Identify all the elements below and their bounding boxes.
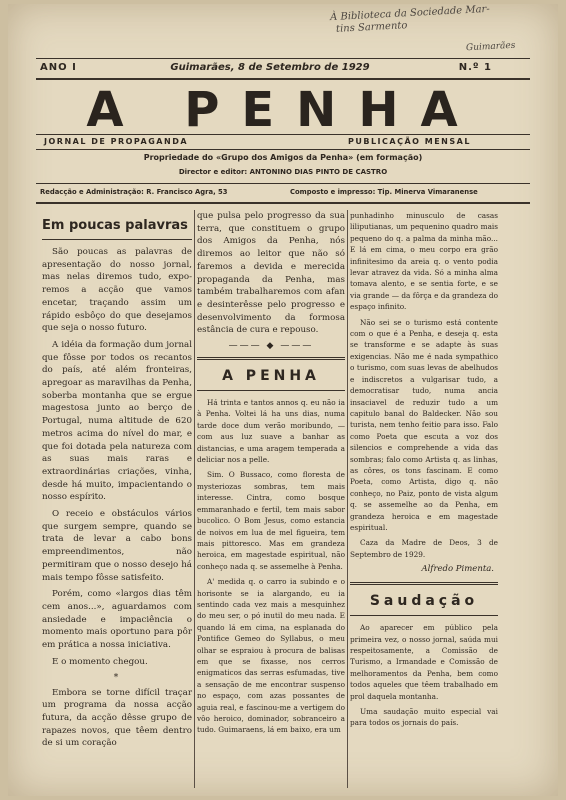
section-divider (197, 357, 345, 360)
masthead-rule (36, 78, 530, 80)
info-rule-top (36, 183, 530, 184)
title-rule (36, 134, 530, 135)
article-paragraph: Porém, como «largos dias têm cem anos...», aguardamos com ansiedade e impaciência o momento mais oportuno para pôr em prática a nossa iniciativa. (42, 589, 192, 651)
handwritten-dedication-line-1: À Biblioteca da Sociedade Mar- (329, 3, 490, 24)
article-paragraph: Não sei se o turismo está contente com o que é a Penha, e deseja q. esta se transforme e se adapte às suas exigencias. Não me é nada sympathico o turismo, com suas levas de abelhudos e indiscretos a vulgarisar tudo, a democratisar tudo, numa ancia insaciavel de reduzir tudo a um capitulo banal do Baldecker. Não sou turista, nem tenho feitio para isso. Falo como Poeta que escuta a voz dos silencios e comprehende a vida das sombras; falo como Artista q. as linhas, as côres, os tons fascinam. E como Poeta, como Artista, digo q. não conheço, no Paiz, ponto de vista algum q. se assemelhe ao da Penha, em grandeza heroica e em magestade espiritual. (350, 317, 498, 532)
section-divider (350, 582, 498, 585)
headline-divider (197, 390, 345, 391)
ornament: * (113, 672, 121, 683)
handwritten-dedication-line-2: tins Sarmento (335, 20, 408, 35)
column-divider-1 (194, 210, 195, 788)
editorial-address: Redacção e Administração: R. Francisco Agra, 53 (40, 188, 228, 196)
article-paragraph: Uma saudação muito especial vai para todos os jornais do país. (350, 707, 498, 728)
article-paragraph: Sim. O Bussaco, como floresta de mysteriozas sombras, tem mais interesse. Cintra, como bosque emmaranhado e fertil, tem mais sabor bucolico. O Bom Jesus, como estancia de noivos em lua de mel figueira, tem mais pittoresco. Mas em grandeza heroica, em magestade espiritual, não conheço nada q. se assemelhe à Penha. (197, 470, 345, 571)
article-paragraph: Embora se torne difícil traçar um programa da nossa acção futura, da acção dêsse grupo de rapazes novos, que têem dentro de si um coração (42, 687, 192, 749)
article-paragraph: Caza da Madre de Deos, 3 de Septembro de 1929. (350, 538, 498, 559)
article-paragraph: que pulsa pelo progresso da sua terra, que constituem o grupo dos Amigos da Penha, nós diremos ao leitor que não só faremos a devida e merecida propaganda da Penha, mas também trabalharemos com afan e desinterêsse pelo progresso e desenvolvimento da formosa estância de cura e repouso. (197, 211, 345, 336)
article-paragraph: A idéia da formação dum jornal que fôsse por todos os recantos do país, até além fronteiras, apregoar as maravilhas da Penha, soberba montanha que se ergue magestosa junto ao berço de Portugal, numa altitude de 620 metros acima do nível do mar, e que foi dotada pela natureza com as suas mais raras e extraordinárias criações, vinha, desde há muito, impacientando o nosso espírito. (42, 339, 192, 503)
newspaper-title: A PENHA (86, 82, 480, 138)
column-3 (350, 210, 498, 733)
article-headline: Saudação (369, 593, 479, 610)
issue-date: Guimarães, 8 de Setembro de 1929 (170, 62, 370, 73)
article-paragraph: A' medida q. o carro ia subindo e o horisonte se ia alargando, eu ia sentindo cada vez mais a mesquinhez do meu ser, o pó inutil do meu nada. E quando lá em cima, na esplanada do Pontifice Gemeo do Syllabus, o meu olhar se espraiou à procura de balisas em que se fixasse, nos cerros enigmaticos das serras esfumadas, tive a sensação de me encontrar suspenso no espaço, com azas possantes de aguia real, e fascinou-me a vertigem do vôo heroico, dominador, sobranceiro a tudo. Guimaraens, lá em baixo, era um (197, 577, 345, 735)
article-paragraph: punhadinho minusculo de casas liliputianas, um pequenino quadro mais pequeno do q. a palma da minha mão... E lá em cima, o meu corpo era grão infinitesimo da areia q. o vento podia levar atravez da vida. Só a minha alma tomava alento, e se sentia forte, e se via grande — da fôrça e da grandeza do espaço infinito. (350, 211, 498, 312)
article-paragraph: O receio e obstáculos vários que surgem sempre, quando se trata de levar a cabo bons empreendimentos, não permitiram que o nosso desejo há mais tempo fôsse satisfeito. (42, 509, 192, 583)
issue-year: ANO I (40, 62, 77, 73)
author-signature: Alfredo Pimenta. (421, 564, 494, 575)
subtitle-right: PUBLICAÇÃO MENSAL (348, 137, 471, 146)
ownership-line: Propriedade do «Grupo dos Amigos da Penha» (em formação) (143, 153, 423, 162)
printer-info: Composto e impresso: Tip. Minerva Vimaranense (290, 188, 478, 196)
column-1 (42, 210, 192, 754)
subtitle-rule (36, 149, 530, 150)
issue-number: N.º 1 (458, 62, 492, 73)
headline-divider (350, 615, 498, 616)
headline-divider (42, 239, 192, 240)
article-headline: Em poucas palavras (42, 218, 188, 233)
column-2 (197, 210, 345, 740)
article-paragraph: São poucas as palavras de apresentação do nosso jornal, mas nelas diremos tudo, exporemos a acção que vamos encetar, traçando assim um rápido esbôço do que desejamos que seja o nosso futuro. (42, 247, 192, 334)
info-rule-bottom (36, 202, 530, 204)
ornament-divider: ——— ◆ ——— (228, 341, 314, 352)
director-line: Director e editor: ANTONINO DIAS PINTO DE CASTRO (178, 168, 388, 176)
article-paragraph: Há trinta e tantos annos q. eu não ia à Penha. Voltei lá ha uns dias, numa tarde doce dum verão moribundo, — com aus luz suave a banhar as distancias, e uma aragem temperada a deliciar nos a pelle. (197, 398, 345, 465)
subtitle-left: JORNAL DE PROPAGANDA (44, 137, 189, 146)
article-paragraph: Ao aparecer em público pela primeira vez, o nosso jornal, saúda mui respeitosamente, a Comissão de Turismo, a Irmandade e Comissão de melhoramentos da Penha, bem como todos aqueles que têem trabalhado em prol daquela montanha. (350, 623, 498, 701)
masthead-top-rule (36, 58, 530, 59)
article-paragraph: E o momento chegou. (52, 656, 148, 667)
article-headline: A PENHA (222, 368, 320, 385)
column-divider-2 (347, 210, 348, 788)
handwritten-signature: Guimarães (465, 40, 516, 54)
